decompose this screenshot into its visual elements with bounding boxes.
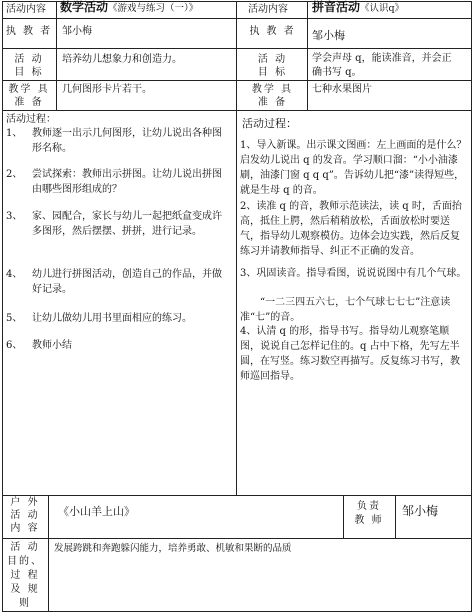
left-title-sub: 《游戏与练习（一）》 [108,3,199,14]
left-teacher-label: 执 教 者 [5,26,53,37]
outdoor-content: 《小山羊上山》 [58,505,135,518]
right-para-4: “一二三四五六七，七个气球七七七”注意读准“七”的音。 [240,297,451,323]
left-prep-label-1: 教学 具 [8,84,50,95]
step-number: 6、 [6,340,23,351]
goals-label-5: 则 [19,598,31,609]
rule-row-4 [2,110,472,111]
rule-outdoor-top [2,495,472,496]
owner-label-1: 负责 [357,501,381,512]
rule-outdoor-bottom [2,538,472,539]
right-goal-label-1: 活 动 [257,54,288,65]
right-para-5: 4、认清 q 的形，指导书写。指导幼儿观察笔顺图，说说自己怎样记住的。q 占中下格，先写左半圆，在写竖。练习数空再描写。反复练习书写，教师巡回指导。 [240,326,460,382]
step-number: 3、 [6,211,23,222]
owner-label-2: 教 师 [354,515,384,526]
left-step-4 [6,267,230,297]
step-number: 5、 [6,313,23,324]
right-goal-label-2: 目 标 [257,67,288,78]
right-prep-label-1: 教学 具 [251,84,294,95]
step-number: 4、 [6,269,23,280]
right-teacher-label: 执 教 者 [249,26,296,37]
step-text: 家、园配合，家长与幼儿一起把纸盒变成许多图形，然后摆摆、拼拼，进行记录。 [32,211,222,237]
step-number: 1、 [6,128,23,139]
right-title-main: 拼音活动 [312,0,361,14]
left-step-1 [6,126,230,156]
goals-label-3: 过 程 [10,570,40,581]
right-content-label: 活动内容 [248,4,288,15]
left-activity-title [60,1,198,15]
right-teacher-name: 邹小梅 [312,29,345,42]
left-goal-label-2: 目 标 [14,67,44,78]
right-prep-label-2: 准 备 [257,97,288,108]
right-goal-text-1: 学会声母 q，能读准音，并会正 [312,53,452,64]
right-para-3: 3、巩固读音。指导看图，说说说图中有几个气球。 [240,268,467,279]
right-para-2: 2、读准 q 的音，教师示范读法，读 q 时，舌面抬高，抵住上腭，然后稍稍放松，舌面放松时要送气，指导幼儿观察模仿。边体会边实践，然后反复练习并请教师指导、纠正不正确的发音。 [240,201,462,257]
left-prep-text: 几何图形卡片若干。 [62,84,152,95]
rule-bottom [2,611,472,612]
step-text: 教师小结 [32,340,72,351]
rule-row-1 [2,18,472,19]
left-prep-label-2: 准 备 [14,97,44,108]
right-para-1: 1、导入新课。出示课文图画：左上画面的是什么？启发幼儿说出 q 的发音。学习顺口溜：“小小油漆刷，油漆门窗 q q q”。告诉幼儿把“漆”读得短些，就是生母 q 的音。 [240,140,467,196]
rule-owner-label-right [395,495,396,538]
goals-label-2: 目的、 [7,556,43,567]
goals-text: 发展跨跳和奔跑躲闪能力，培养勇敢、机敏和果断的品质 [54,543,292,554]
rule-row-3 [2,80,472,81]
rule-col-right-label [307,1,308,111]
left-title-main: 数学活动 [60,0,109,14]
rule-col-left-label [56,1,57,111]
left-content-label: 活动内容 [6,4,46,15]
right-goal-text-2: 确书写 q。 [312,67,362,78]
rule-col-middle [236,1,237,495]
left-step-6 [6,338,230,353]
left-teacher-name: 邹小梅 [62,26,92,37]
right-activity-title [312,1,404,15]
right-process-heading: 活动过程： [242,117,297,130]
step-text: 幼儿进行拼图活动，创造自己的作品，并做好记录。 [32,269,222,295]
goals-label-4: 及 规 [10,584,40,595]
left-goal-text: 培养幼儿想象力和创造力。 [62,54,182,65]
left-step-3 [6,209,230,239]
left-step-5 [6,311,230,326]
step-number: 2、 [6,169,23,180]
outdoor-label-2: 活 动 [10,510,40,521]
outdoor-label-1: 户 外 [10,497,40,508]
left-step-2 [6,167,230,197]
step-text: 教师逐一出示几何图形，让幼儿说出各种图形名称。 [32,128,222,154]
left-process-heading: 活动过程： [6,114,56,125]
step-text: 让幼儿做幼儿用书里面相应的练习。 [32,313,192,324]
step-text: 尝试探索：教师出示拼图。让幼儿说出拼图由哪些图形组成的？ [32,169,222,195]
rule-right [471,1,472,612]
goals-label-1: 活 动 [10,542,40,553]
right-title-sub: 《认识q》 [360,3,405,14]
right-prep-text: 七种水果图片 [312,84,372,95]
owner-name: 邹小梅 [402,504,439,518]
rule-outdoor-label-col [48,495,49,612]
outdoor-label-3: 内 容 [10,523,40,534]
left-goal-label-1: 活 动 [14,54,44,65]
rule-row-2 [2,48,472,49]
